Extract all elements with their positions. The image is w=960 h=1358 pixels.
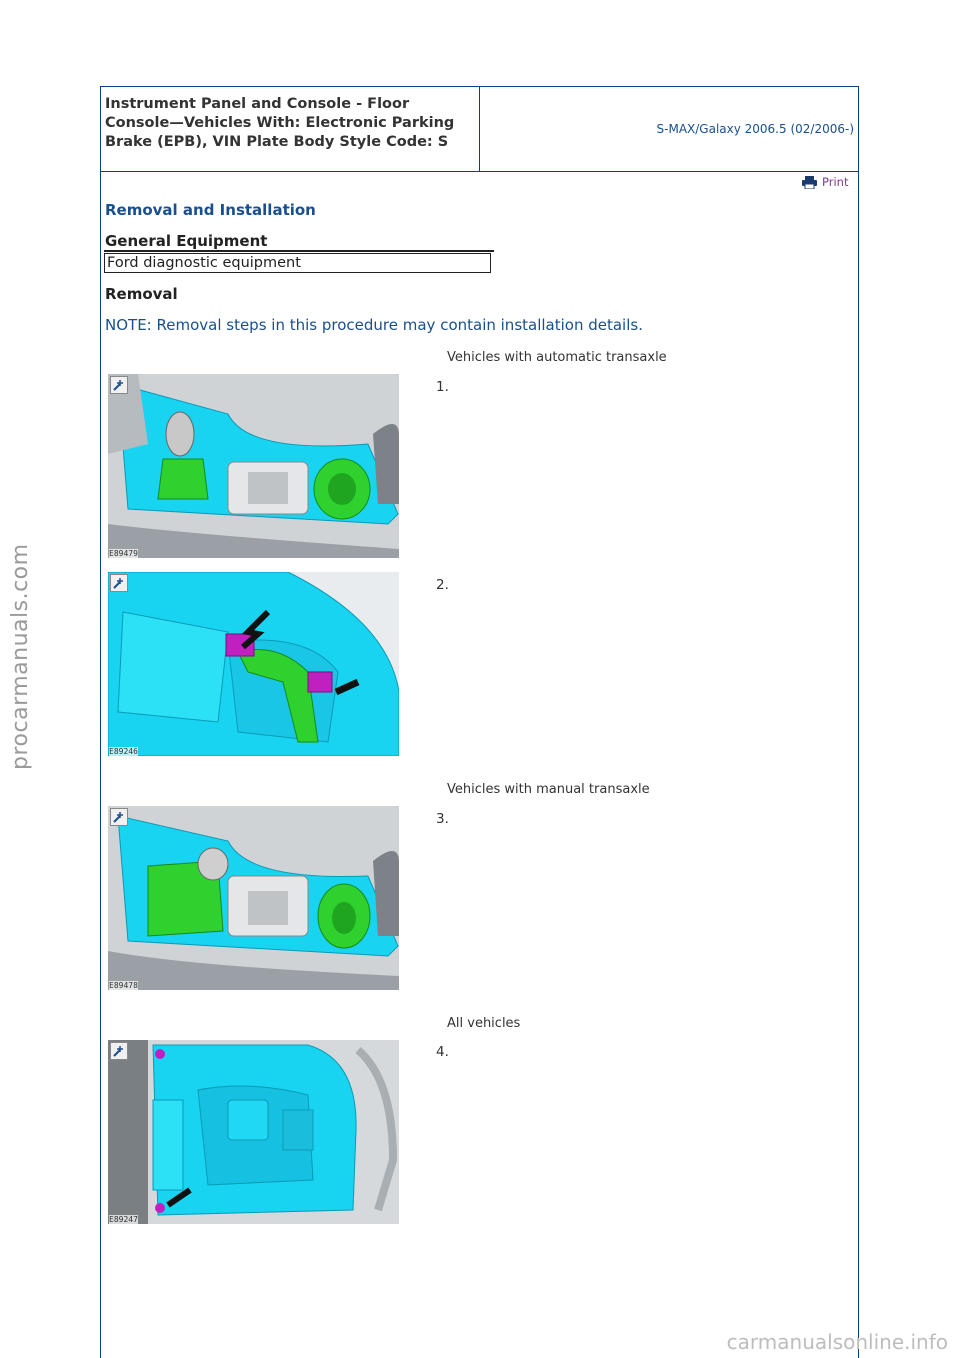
print-label[interactable]: Print	[822, 175, 849, 189]
zoom-icon[interactable]	[110, 574, 128, 592]
zoom-icon[interactable]	[110, 1042, 128, 1060]
step-figure[interactable]	[108, 572, 399, 756]
footer-watermark: carmanualsonline.info	[726, 1330, 948, 1354]
step-subhead: All vehicles	[447, 1016, 521, 1031]
zoom-icon[interactable]	[110, 376, 128, 394]
equipment-divider	[104, 250, 494, 252]
figure-code: E89247	[109, 1215, 138, 1224]
print-link[interactable]	[802, 175, 848, 189]
equipment-item: Ford diagnostic equipment	[104, 253, 491, 273]
step-number: 2.	[436, 577, 449, 593]
equipment-title: General Equipment	[105, 232, 268, 250]
figure-code: E89479	[109, 549, 138, 558]
header-row	[101, 87, 858, 172]
figure-code: E89478	[109, 981, 138, 990]
step-subhead: Vehicles with manual transaxle	[447, 782, 650, 797]
step-figure[interactable]	[108, 806, 399, 990]
figure-code: E89246	[109, 747, 138, 756]
step-number: 3.	[436, 811, 449, 827]
model-label: S-MAX/Galaxy 2006.5 (02/2006-)	[656, 122, 854, 136]
step-number: 4.	[436, 1044, 449, 1060]
step-subhead: Vehicles with automatic transaxle	[447, 350, 667, 365]
side-watermark: procarmanuals.com	[8, 543, 33, 770]
step-figure[interactable]	[108, 374, 399, 558]
page-title: Instrument Panel and Console - Floor Console—Vehicles With: Electronic Parking Brake (EPB), VIN Plate Body Style Code: S	[105, 96, 455, 150]
note: NOTE: Removal steps in this procedure may contain installation details.	[105, 316, 643, 334]
section-title: Removal and Installation	[105, 201, 316, 219]
step-figure[interactable]	[108, 1040, 399, 1224]
step-number: 1.	[436, 379, 449, 395]
zoom-icon[interactable]	[110, 808, 128, 826]
printer-icon	[802, 176, 817, 189]
removal-title: Removal	[105, 285, 178, 303]
